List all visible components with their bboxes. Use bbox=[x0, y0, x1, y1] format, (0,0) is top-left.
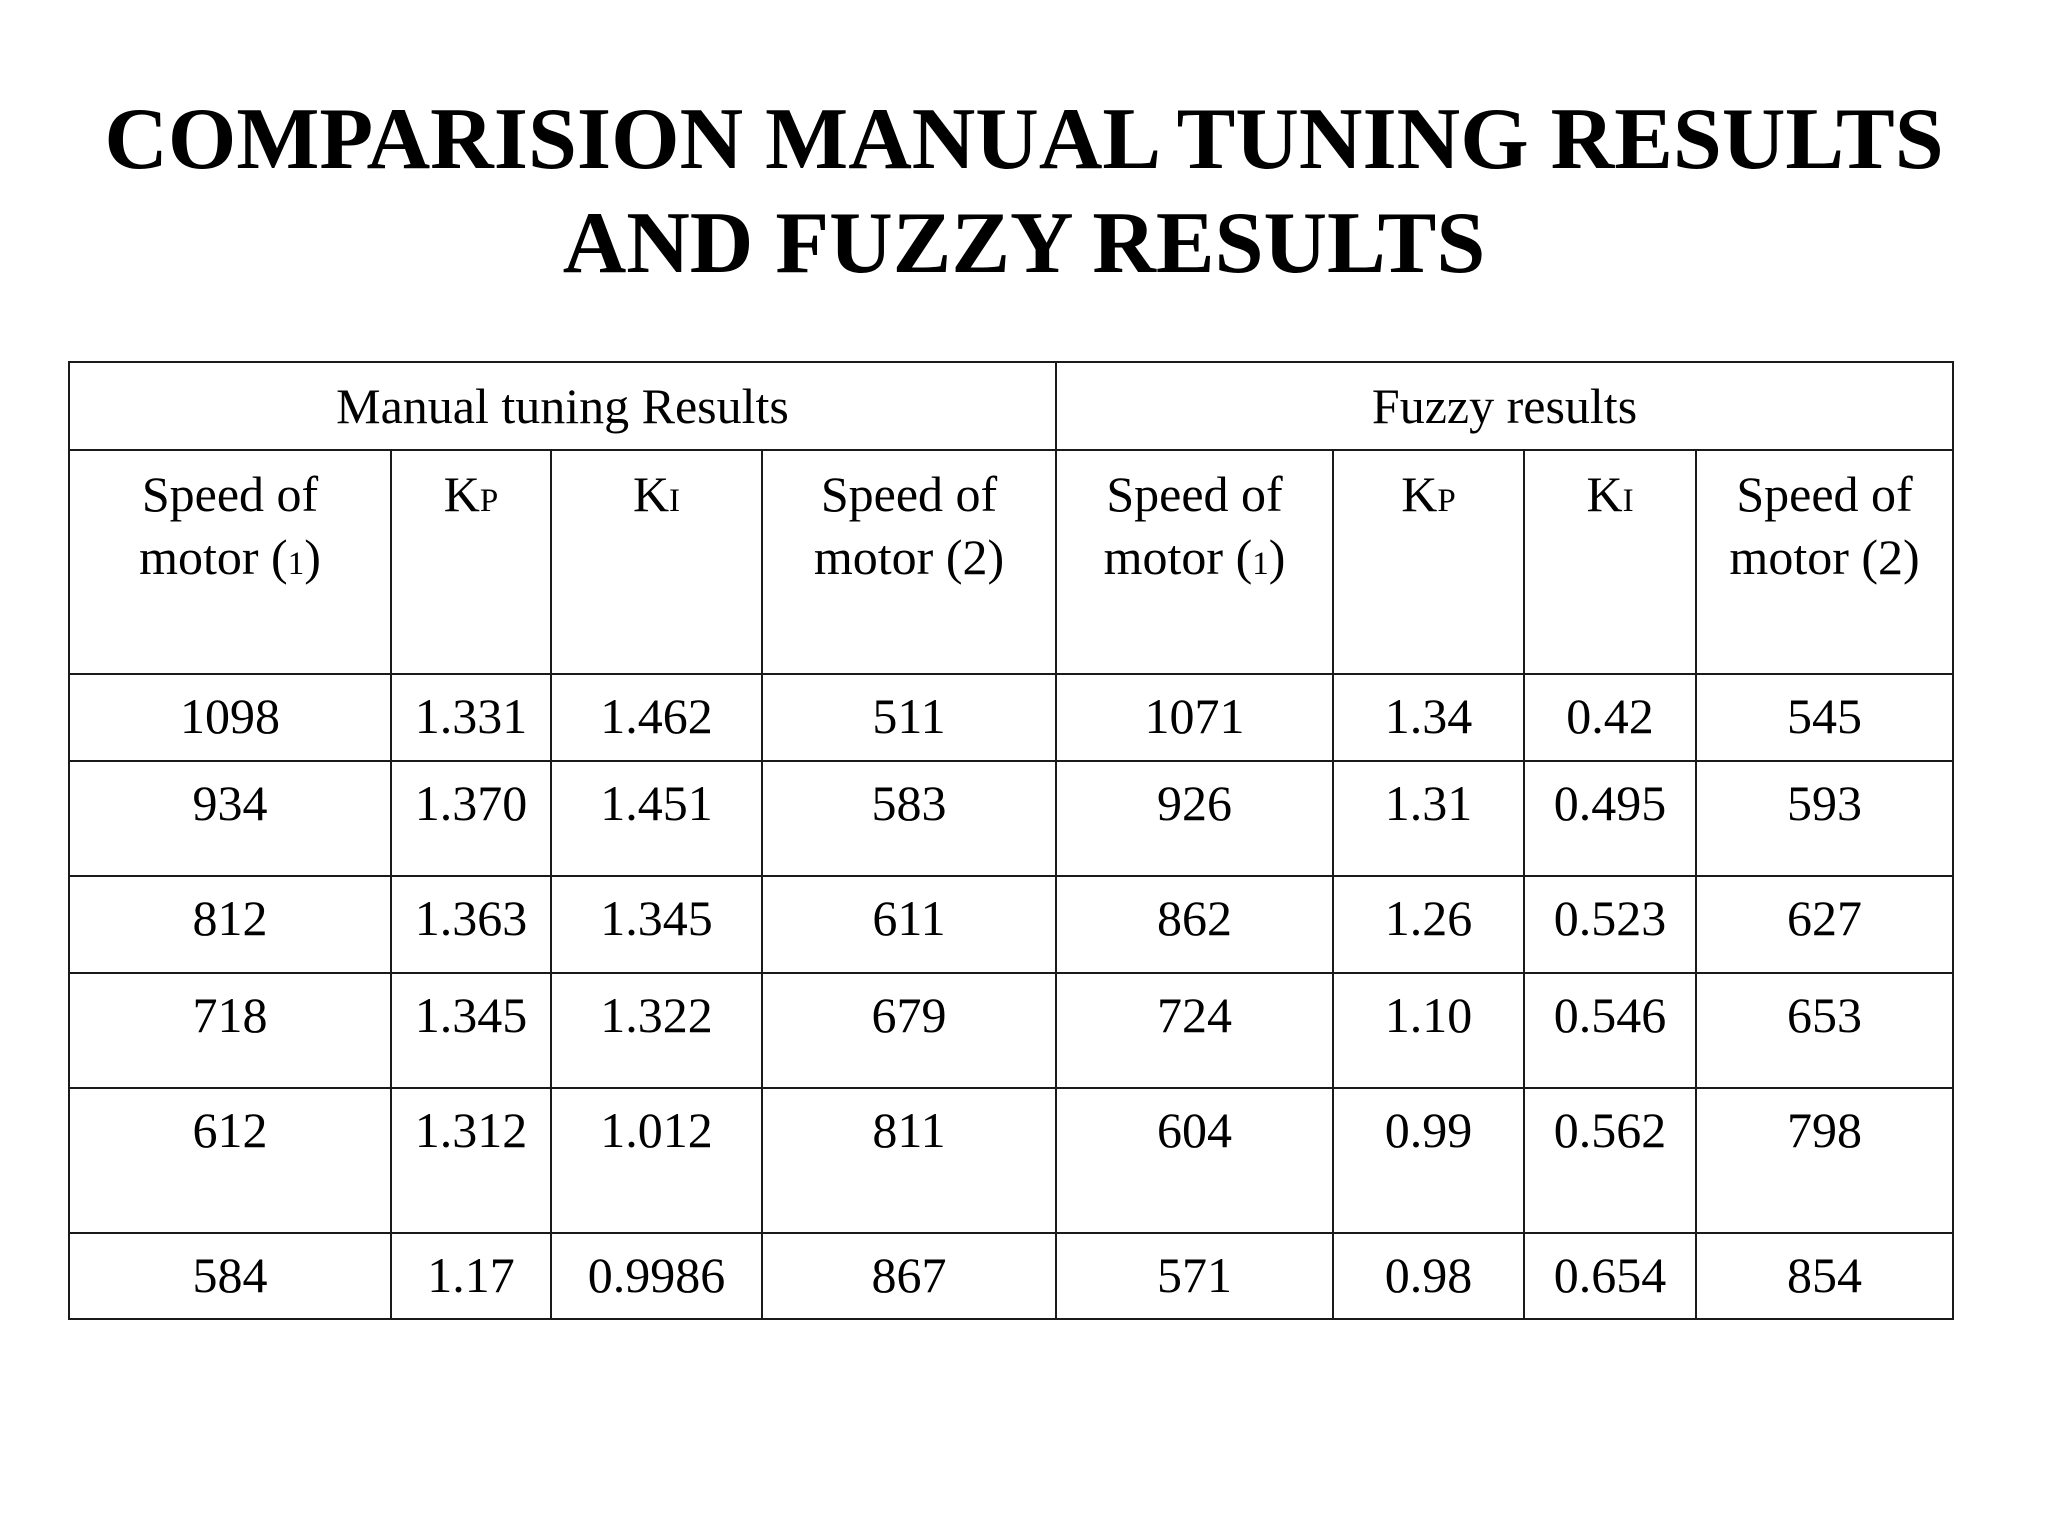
header-line: Speed of bbox=[1106, 466, 1283, 522]
header-line: motor (2) bbox=[1729, 529, 1920, 585]
table-cell: 718 bbox=[69, 973, 391, 1088]
header-text: ) bbox=[1268, 529, 1286, 585]
slide-title bbox=[0, 88, 2048, 296]
header-line bbox=[1057, 526, 1332, 596]
header-line: motor (2) bbox=[813, 529, 1005, 585]
table-cell: 593 bbox=[1696, 761, 1953, 876]
table-cell: 1.012 bbox=[551, 1088, 762, 1233]
table-cell: 1071 bbox=[1056, 674, 1333, 761]
table-cell: 612 bbox=[69, 1088, 391, 1233]
comparison-table bbox=[68, 361, 1954, 1320]
table-cell: 545 bbox=[1696, 674, 1953, 761]
table-row bbox=[69, 1233, 1953, 1319]
title-line-2: AND FUZZY RESULTS bbox=[562, 195, 1486, 292]
group-header-manual: Manual tuning Results bbox=[69, 362, 1056, 450]
table-cell: 0.9986 bbox=[551, 1233, 762, 1319]
table-cell: 867 bbox=[762, 1233, 1056, 1319]
table-cell: 811 bbox=[762, 1088, 1056, 1233]
header-symbol: K bbox=[632, 466, 670, 522]
table-row bbox=[69, 761, 1953, 876]
header-line bbox=[70, 526, 390, 596]
table-cell: 1.331 bbox=[391, 674, 551, 761]
table-cell: 627 bbox=[1696, 876, 1953, 973]
header-manual-ki bbox=[551, 450, 762, 674]
group-header-row bbox=[69, 362, 1953, 450]
table-cell: 1.462 bbox=[551, 674, 762, 761]
comparison-table-container bbox=[68, 361, 1952, 1320]
header-text: ) bbox=[304, 529, 321, 585]
header-fuzzy-speed-2 bbox=[1696, 450, 1953, 674]
header-subscript: P bbox=[479, 483, 499, 519]
table-cell: 812 bbox=[69, 876, 391, 973]
table-cell: 862 bbox=[1056, 876, 1333, 973]
table-cell: 0.99 bbox=[1333, 1088, 1524, 1233]
table-cell: 1.31 bbox=[1333, 761, 1524, 876]
title-line-1: COMPARISION MANUAL TUNING RESULTS bbox=[104, 91, 1944, 188]
table-cell: 0.495 bbox=[1524, 761, 1696, 876]
table-cell: 584 bbox=[69, 1233, 391, 1319]
table-cell: 0.98 bbox=[1333, 1233, 1524, 1319]
table-cell: 0.42 bbox=[1524, 674, 1696, 761]
header-symbol: K bbox=[1401, 466, 1438, 522]
header-manual-speed-2 bbox=[762, 450, 1056, 674]
table-cell: 0.654 bbox=[1524, 1233, 1696, 1319]
header-line: Speed of bbox=[141, 466, 319, 522]
table-row bbox=[69, 876, 1953, 973]
table-cell: 934 bbox=[69, 761, 391, 876]
header-text: motor ( bbox=[1103, 529, 1253, 585]
table-cell: 1.34 bbox=[1333, 674, 1524, 761]
table-row bbox=[69, 973, 1953, 1088]
table-cell: 611 bbox=[762, 876, 1056, 973]
header-fuzzy-ki bbox=[1524, 450, 1696, 674]
header-line: Speed of bbox=[1736, 466, 1913, 522]
header-subscript: P bbox=[1437, 483, 1456, 519]
table-cell: 1.345 bbox=[391, 973, 551, 1088]
header-text: motor ( bbox=[139, 529, 288, 585]
header-symbol: K bbox=[443, 466, 480, 522]
table-cell: 1098 bbox=[69, 674, 391, 761]
table-row bbox=[69, 674, 1953, 761]
group-header-fuzzy: Fuzzy results bbox=[1056, 362, 1953, 450]
table-cell: 571 bbox=[1056, 1233, 1333, 1319]
table-cell: 0.523 bbox=[1524, 876, 1696, 973]
table-cell: 926 bbox=[1056, 761, 1333, 876]
table-cell: 1.17 bbox=[391, 1233, 551, 1319]
header-subscript: I bbox=[1622, 483, 1634, 519]
header-symbol: K bbox=[1586, 466, 1623, 522]
table-cell: 511 bbox=[762, 674, 1056, 761]
table-cell: 1.363 bbox=[391, 876, 551, 973]
table-cell: 1.345 bbox=[551, 876, 762, 973]
table-cell: 1.370 bbox=[391, 761, 551, 876]
table-cell: 1.312 bbox=[391, 1088, 551, 1233]
table-row bbox=[69, 1088, 1953, 1233]
table-cell: 1.322 bbox=[551, 973, 762, 1088]
header-line: Speed of bbox=[820, 466, 998, 522]
table-cell: 0.546 bbox=[1524, 973, 1696, 1088]
header-subscript: 1 bbox=[1252, 546, 1269, 582]
table-cell: 1.10 bbox=[1333, 973, 1524, 1088]
header-fuzzy-speed-1 bbox=[1056, 450, 1333, 674]
header-fuzzy-kp bbox=[1333, 450, 1524, 674]
table-cell: 0.562 bbox=[1524, 1088, 1696, 1233]
header-subscript: I bbox=[669, 483, 681, 519]
column-header-row bbox=[69, 450, 1953, 674]
header-manual-kp bbox=[391, 450, 551, 674]
table-cell: 724 bbox=[1056, 973, 1333, 1088]
table-cell: 798 bbox=[1696, 1088, 1953, 1233]
table-cell: 1.26 bbox=[1333, 876, 1524, 973]
header-subscript: 1 bbox=[287, 546, 305, 582]
header-manual-speed-1 bbox=[69, 450, 391, 674]
table-cell: 854 bbox=[1696, 1233, 1953, 1319]
table-cell: 1.451 bbox=[551, 761, 762, 876]
table-cell: 653 bbox=[1696, 973, 1953, 1088]
table-cell: 604 bbox=[1056, 1088, 1333, 1233]
table-cell: 583 bbox=[762, 761, 1056, 876]
table-cell: 679 bbox=[762, 973, 1056, 1088]
